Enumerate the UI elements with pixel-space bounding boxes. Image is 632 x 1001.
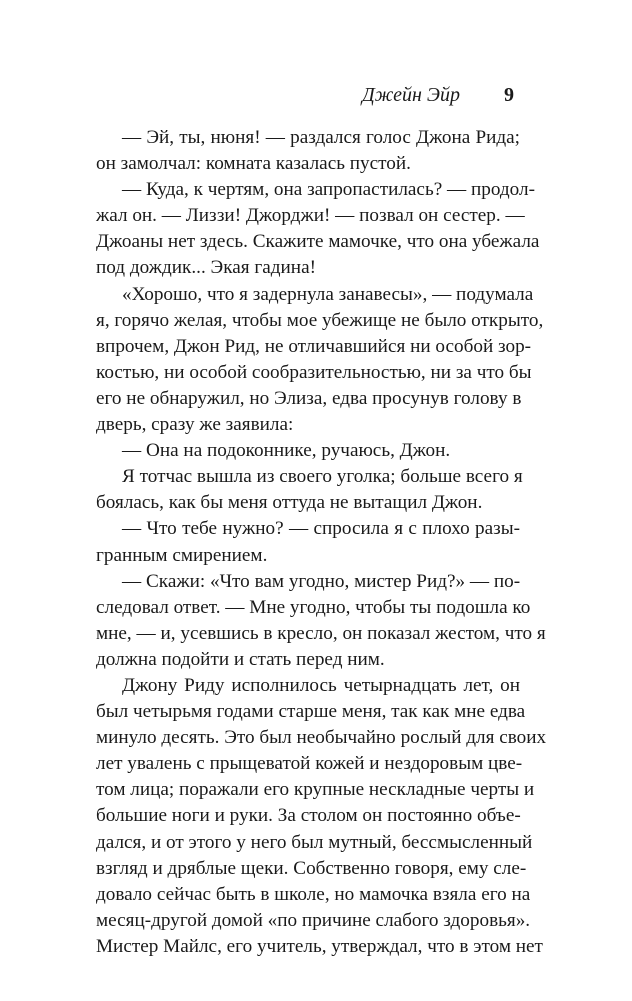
text-line: должна подойти и стать перед ним. xyxy=(96,648,385,670)
text-line: я, горячо желая, чтобы мое убежище не было открыто, xyxy=(96,309,544,331)
text-line: он замолчал: комната казалась пустой. xyxy=(96,153,411,175)
text-line: костью, ни особой сообразительностью, ни за что бы xyxy=(96,361,532,383)
text-line: мне, — и, усевшись в кресло, он показал жестом, что я xyxy=(96,622,546,644)
text-line: боялась, как бы меня оттуда не вытащил Джон. xyxy=(96,492,483,514)
text-line: под дождик... Экая гадина! xyxy=(96,257,316,279)
text-line: довало сейчас быть в школе, но мамочка взяла его на xyxy=(96,883,531,905)
text-line: жал он. — Лиззи! Джорджи! — позвал он сестер. — xyxy=(96,205,525,227)
text-line: взгляд и дряблые щеки. Собственно говоря, ему сле- xyxy=(96,857,527,879)
text-line: — Куда, к чертям, она запропастилась? — продол- xyxy=(122,179,535,201)
text-line: гранным смирением. xyxy=(96,544,268,566)
body-text xyxy=(96,125,547,960)
text-line: большие ноги и руки. За столом он постоянно объе- xyxy=(96,805,521,827)
text-line: — Эй, ты, нюня! — раздался голос Джона Рида; xyxy=(122,127,520,148)
text-line: «Хорошо, что я задернула занавесы», — подумала xyxy=(122,283,534,305)
text-line: Мистер Майлс, его учитель, утверждал, что в этом нет xyxy=(96,935,543,957)
text-line: лет увалень с прыщеватой кожей и нездоровым цве- xyxy=(96,753,523,775)
running-head xyxy=(96,80,520,110)
text-line: Джоаны нет здесь. Скажите мамочке, что она убежала xyxy=(96,231,540,253)
text-line: дался, и от этого у него был мутный, бессмысленный xyxy=(96,831,533,853)
running-head-title: Джейн Эйр xyxy=(362,84,460,106)
text-line: — Что тебе нужно? — спросила я с плохо разы- xyxy=(122,518,520,540)
text-line: месяц-другой домой «по причине слабого здоровья». xyxy=(96,909,531,931)
text-line: следовал ответ. — Мне угодно, чтобы ты подошла ко xyxy=(96,596,531,618)
page-number: 9 xyxy=(504,84,514,106)
text-line: — Скажи: «Что вам угодно, мистер Рид?» — по- xyxy=(122,570,521,592)
text-line: его не обнаружил, но Элиза, едва просунув голову в xyxy=(96,387,522,409)
text-line: дверь, сразу же заявила: xyxy=(96,414,294,436)
text-line: Джону Риду исполнилось четырнадцать лет, он xyxy=(122,674,520,696)
text-line: — Она на подоконнике, ручаюсь, Джон. xyxy=(122,440,451,462)
text-line: минуло десять. Это был необычайно рослый для своих xyxy=(96,727,547,749)
text-line: впрочем, Джон Рид, не отличавшийся ни особой зор- xyxy=(96,335,532,357)
text-line: том лица; поражали его крупные нескладные черты и xyxy=(96,779,535,801)
text-line: Я тотчас вышла из своего уголка; больше всего я xyxy=(122,466,523,488)
text-line: был четырьмя годами старше меня, так как мне едва xyxy=(96,701,526,723)
